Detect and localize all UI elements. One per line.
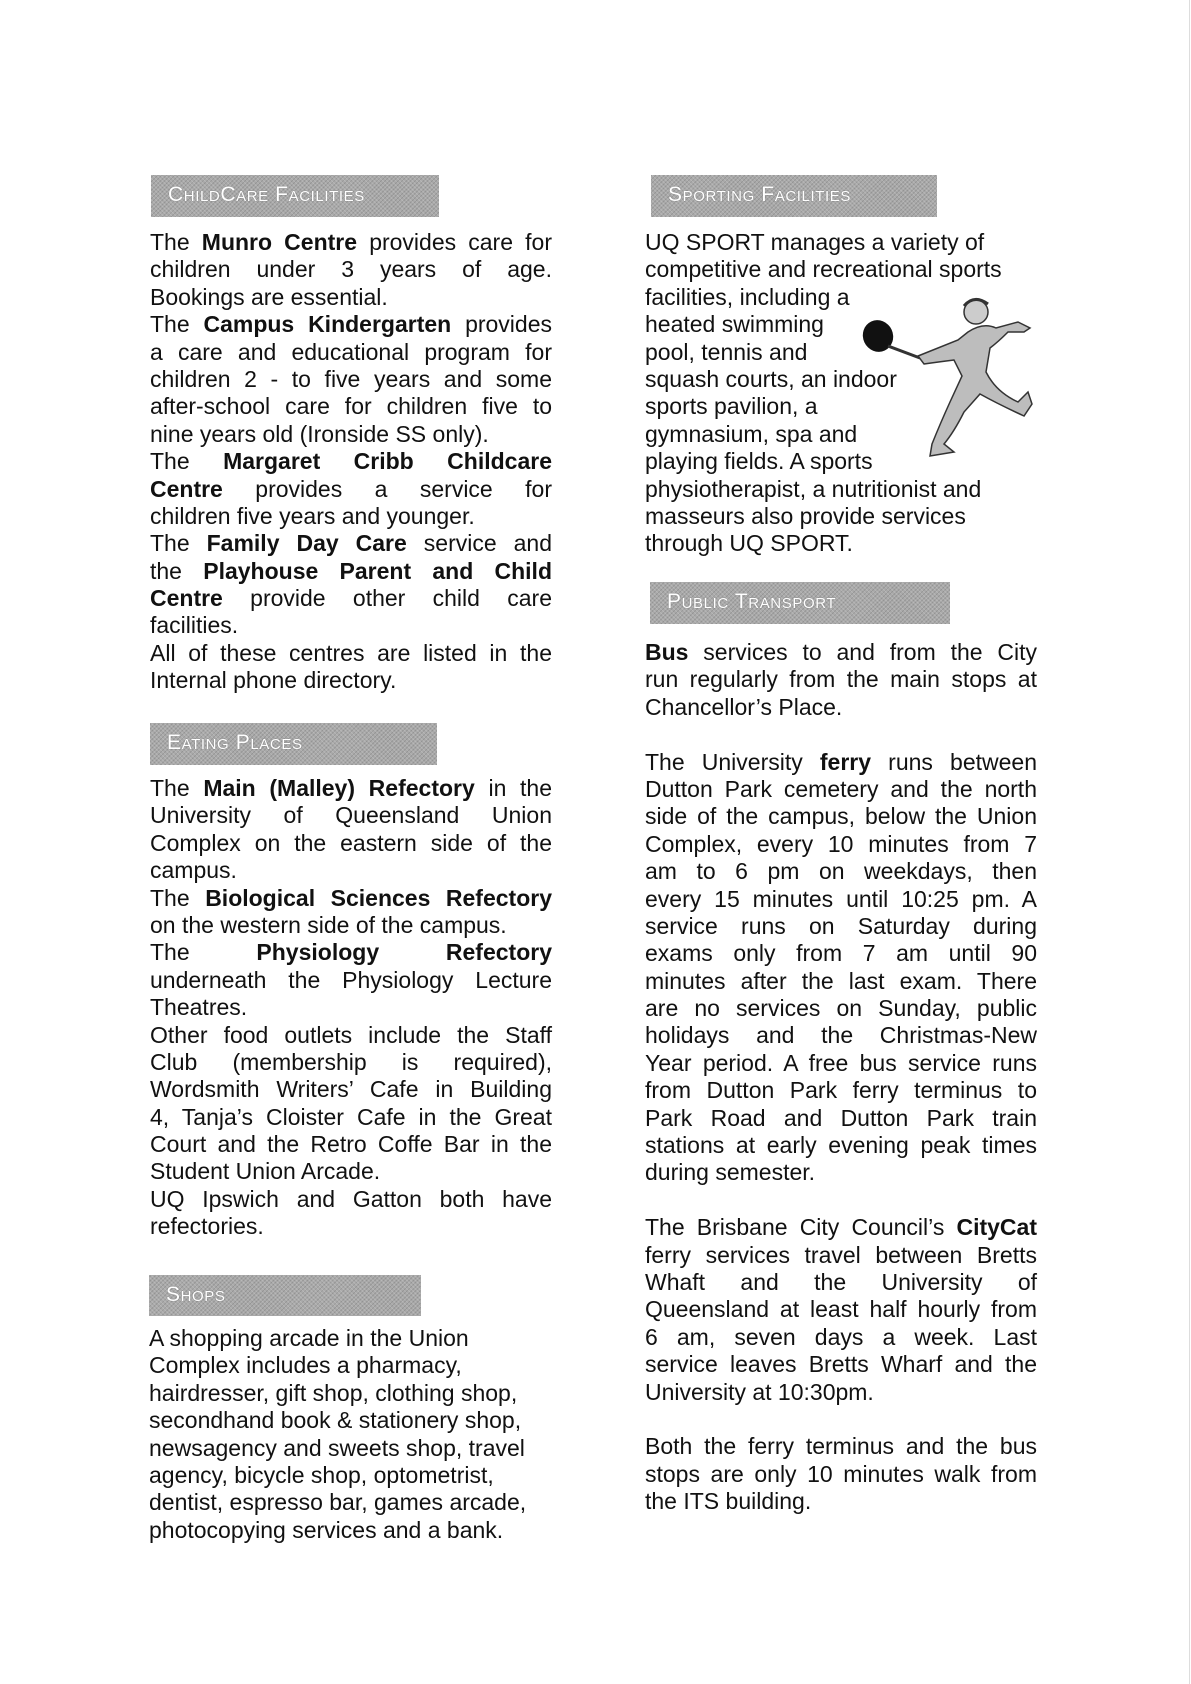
paragraph <box>150 775 552 885</box>
text-line <box>149 1352 569 1379</box>
text-run: children five years and younger. <box>150 502 475 529</box>
text-run: playing fields. A sports <box>645 448 873 475</box>
text-run: provides <box>451 311 553 338</box>
section-title: Sporting Facilities <box>668 183 851 206</box>
text-run: facilities, including a <box>645 283 850 310</box>
text-run: agency, bicycle shop, optometrist, <box>149 1461 494 1488</box>
paragraph <box>150 1186 552 1241</box>
text-run: Other food outlets include the Staff <box>150 1021 552 1048</box>
text-run: Park Road and Dutton Park train <box>645 1104 1037 1131</box>
text-line <box>645 1324 1037 1351</box>
paragraph <box>150 448 552 530</box>
text-run: provides care for <box>357 229 552 255</box>
text-run: during semester. <box>645 1159 816 1186</box>
text-run: minutes after the last exam. There <box>645 967 1037 994</box>
section-header-childcare <box>151 175 439 217</box>
text-run: Court and the Retro Coffe Bar in the <box>150 1131 552 1158</box>
text-line <box>645 229 1065 256</box>
bold-term: Physiology Refectory <box>256 939 552 966</box>
text-run: from Dutton Park ferry terminus to <box>645 1077 1037 1104</box>
section-title: Eating Places <box>167 731 303 754</box>
text-run: Theatres. <box>150 994 248 1021</box>
text-run: side of the campus, below the Union <box>645 803 1037 830</box>
text-run: The Brisbane City Council’s <box>645 1214 957 1241</box>
paragraph <box>150 1022 552 1186</box>
text-run: UQ SPORT manages a variety of <box>645 229 985 255</box>
text-line <box>150 612 552 639</box>
text-run: The <box>150 884 206 911</box>
section-body-eating <box>150 775 552 1241</box>
text-line <box>150 1104 552 1131</box>
text-run: 6 am, seven days a week. Last <box>645 1323 1037 1350</box>
text-run: dentist, espresso bar, games arcade, <box>149 1489 527 1516</box>
text-line <box>150 530 552 557</box>
bold-term: Margaret Cribb Childcare <box>223 448 552 475</box>
text-line <box>150 775 552 802</box>
text-line <box>645 1488 1037 1515</box>
text-line <box>149 1489 569 1516</box>
text-line <box>150 1131 552 1158</box>
paragraph <box>150 640 552 695</box>
text-run: Year period. A free bus service runs <box>645 1049 1037 1076</box>
page-edge-line <box>1189 0 1190 1684</box>
bold-term: Bus <box>645 639 689 665</box>
text-run: every 15 minutes until 10:25 pm. A <box>645 885 1037 912</box>
section-header-shops <box>149 1275 421 1316</box>
text-line <box>645 1022 1037 1049</box>
text-line <box>150 585 552 612</box>
section-title: Shops <box>166 1283 226 1306</box>
text-line <box>150 802 552 829</box>
text-line <box>150 939 552 966</box>
text-line <box>149 1407 569 1434</box>
text-line <box>645 995 1037 1022</box>
text-run: physiotherapist, a nutritionist and <box>645 475 982 502</box>
text-line <box>645 886 1037 913</box>
section-title: Public Transport <box>667 590 837 613</box>
text-line <box>645 666 1037 693</box>
text-line <box>150 830 552 857</box>
text-run: in the <box>474 775 552 801</box>
paragraph <box>150 311 552 448</box>
text-line <box>150 1186 552 1213</box>
text-run: Wordsmith Writers’ Cafe in Building <box>150 1076 552 1103</box>
text-line <box>645 1351 1037 1378</box>
paragraph <box>149 1325 569 1544</box>
paragraph <box>645 1214 1037 1406</box>
text-run: The <box>150 939 257 966</box>
text-line <box>150 1049 552 1076</box>
text-run: stops are only 10 minutes walk from <box>645 1460 1037 1487</box>
text-run: refectories. <box>150 1213 264 1240</box>
text-line <box>150 229 552 256</box>
text-line <box>645 968 1037 995</box>
text-line <box>645 749 1037 776</box>
text-line <box>645 639 1037 666</box>
text-line <box>645 803 1037 830</box>
text-line <box>149 1325 569 1352</box>
text-line <box>150 1158 552 1185</box>
text-run: service runs on Saturday during <box>645 912 1037 939</box>
text-run: am to 6 pm on weekdays, then <box>645 858 1037 885</box>
text-run: competitive and recreational sports <box>645 256 1002 283</box>
text-run: after-school care for children five to <box>150 393 552 420</box>
text-run: the <box>150 557 204 584</box>
text-line <box>645 1105 1037 1132</box>
text-run: Bookings are essential. <box>150 283 388 310</box>
text-run: are no services on Sunday, public <box>645 995 1037 1022</box>
text-line <box>645 1214 1037 1241</box>
text-run: The <box>150 311 204 338</box>
text-line <box>150 640 552 667</box>
text-run: Student Union Arcade. <box>150 1158 381 1185</box>
text-run: provides a service for <box>222 475 552 502</box>
text-run: University of Queensland Union <box>150 802 552 829</box>
text-run: Both the ferry terminus and the bus <box>645 1433 1037 1460</box>
text-line <box>645 831 1037 858</box>
text-line <box>150 393 552 420</box>
text-run: The <box>150 229 202 255</box>
text-run: children under 3 years of age. <box>150 256 552 283</box>
text-run: masseurs also provide services <box>645 502 966 529</box>
text-run: University at 10:30pm. <box>645 1378 874 1405</box>
text-run: hairdresser, gift shop, clothing shop, <box>149 1379 518 1406</box>
text-line <box>645 1296 1037 1323</box>
text-line <box>645 776 1037 803</box>
text-line <box>645 530 1065 557</box>
bold-term: Family Day Care <box>206 530 407 557</box>
text-line <box>645 1433 1037 1460</box>
text-line <box>645 1461 1037 1488</box>
text-run: through UQ SPORT. <box>645 530 853 557</box>
text-run: Complex, every 10 minutes from 7 <box>645 830 1037 857</box>
text-run: The University <box>645 748 820 775</box>
text-run: stations at early evening peak times <box>645 1132 1037 1159</box>
text-line <box>645 1379 1037 1406</box>
text-run: pool, tennis and <box>645 338 808 365</box>
text-line <box>645 1132 1037 1159</box>
text-run: sports pavilion, a <box>645 393 818 420</box>
text-run: newsagency and sweets shop, travel <box>149 1434 525 1461</box>
bold-term: Munro Centre <box>201 229 358 255</box>
text-line <box>149 1462 569 1489</box>
text-line <box>150 967 552 994</box>
text-line <box>150 1022 552 1049</box>
text-run: secondhand book & stationery shop, <box>149 1407 522 1434</box>
text-line <box>645 694 1037 721</box>
text-run: services to and from the City <box>688 639 1037 665</box>
text-run: underneath the Physiology Lecture <box>150 966 552 993</box>
tennis-player-icon <box>858 292 1040 460</box>
paragraph <box>150 939 552 1021</box>
text-line <box>150 885 552 912</box>
text-line <box>150 1213 552 1240</box>
bold-term: Campus Kindergarten <box>203 311 452 338</box>
paragraph <box>150 229 552 311</box>
text-line <box>645 858 1037 885</box>
text-line <box>645 940 1037 967</box>
paragraph <box>645 749 1037 1187</box>
text-run: on the western side of the campus. <box>150 911 507 938</box>
text-line <box>150 1076 552 1103</box>
bold-term: ferry <box>819 748 872 775</box>
section-body-shops <box>149 1325 569 1544</box>
text-line <box>150 558 552 585</box>
text-run: campus. <box>150 857 237 884</box>
bold-term: Centre <box>150 475 223 502</box>
section-body-transport <box>645 639 1037 1516</box>
text-line <box>150 448 552 475</box>
text-run: heated swimming <box>645 311 824 338</box>
text-run: children 2 - to five years and some <box>150 365 552 392</box>
text-line <box>150 339 552 366</box>
paragraph <box>150 530 552 640</box>
text-run: The <box>150 530 207 557</box>
section-header-sporting <box>651 175 937 217</box>
text-run: Club (membership is required), <box>150 1048 552 1075</box>
text-run: Whaft and the University of <box>645 1268 1037 1295</box>
text-run: service leaves Bretts Wharf and the <box>645 1351 1037 1378</box>
text-line <box>150 366 552 393</box>
text-run: ferry services travel between Bretts <box>645 1241 1037 1268</box>
text-run: Queensland at least half hourly from <box>645 1296 1037 1323</box>
text-line <box>150 284 552 311</box>
text-run: A shopping arcade in the Union <box>149 1325 469 1351</box>
text-run: The <box>150 448 224 475</box>
text-line <box>150 256 552 283</box>
text-run: Complex includes a pharmacy, <box>149 1352 462 1379</box>
text-line <box>645 1269 1037 1296</box>
text-run: All of these centres are listed in the <box>150 639 552 666</box>
text-run: photocopying services and a bank. <box>149 1516 504 1543</box>
text-line <box>645 256 1065 283</box>
text-run: Dutton Park cemetery and the north <box>645 775 1037 802</box>
text-run: the ITS building. <box>645 1488 812 1515</box>
text-line <box>150 311 552 338</box>
section-title: ChildCare Facilities <box>168 183 365 206</box>
text-run: nine years old (Ironside SS only). <box>150 420 489 447</box>
text-line <box>645 476 1065 503</box>
text-line <box>645 1242 1037 1269</box>
text-line <box>645 1077 1037 1104</box>
text-line <box>150 857 552 884</box>
paragraph <box>645 639 1037 721</box>
text-line <box>645 913 1037 940</box>
text-run: facilities. <box>150 612 239 639</box>
text-line <box>150 912 552 939</box>
text-run: The <box>150 775 204 801</box>
text-run: runs between <box>871 748 1038 775</box>
text-line <box>645 503 1065 530</box>
text-line <box>150 667 552 694</box>
text-line <box>149 1435 569 1462</box>
text-line <box>149 1380 569 1407</box>
text-line <box>150 994 552 1021</box>
bold-term: Centre <box>150 585 223 612</box>
text-run: holidays and the Christmas-New <box>645 1022 1037 1049</box>
section-header-eating <box>150 723 437 765</box>
bold-term: Biological Sciences Refectory <box>205 884 553 911</box>
text-run: squash courts, an indoor <box>645 365 897 392</box>
text-run: UQ Ipswich and Gatton both have <box>150 1185 552 1212</box>
text-line <box>149 1517 569 1544</box>
text-line <box>150 476 552 503</box>
paragraph <box>645 1433 1037 1515</box>
text-run: service and <box>406 530 552 557</box>
text-line <box>150 503 552 530</box>
text-line <box>645 1050 1037 1077</box>
bold-term: Main (Malley) Refectory <box>203 775 475 801</box>
text-line <box>150 421 552 448</box>
text-run: Chancellor’s Place. <box>645 693 843 720</box>
text-run: Internal phone directory. <box>150 667 397 694</box>
paragraph <box>150 885 552 940</box>
text-run: gymnasium, spa and <box>645 420 858 447</box>
text-run: Complex on the eastern side of the <box>150 829 552 856</box>
text-run: exams only from 7 am until 90 <box>645 940 1037 967</box>
section-header-transport <box>650 582 950 624</box>
text-line <box>645 1159 1037 1186</box>
bold-term: CityCat <box>956 1214 1037 1241</box>
text-run: provide other child care <box>222 585 552 612</box>
bold-term: Playhouse Parent and Child <box>203 557 552 584</box>
text-run: 4, Tanja’s Cloister Cafe in the Great <box>150 1103 552 1130</box>
text-run: a care and educational program for <box>150 338 552 365</box>
text-run: run regularly from the main stops at <box>645 666 1037 693</box>
section-body-childcare <box>150 229 552 695</box>
